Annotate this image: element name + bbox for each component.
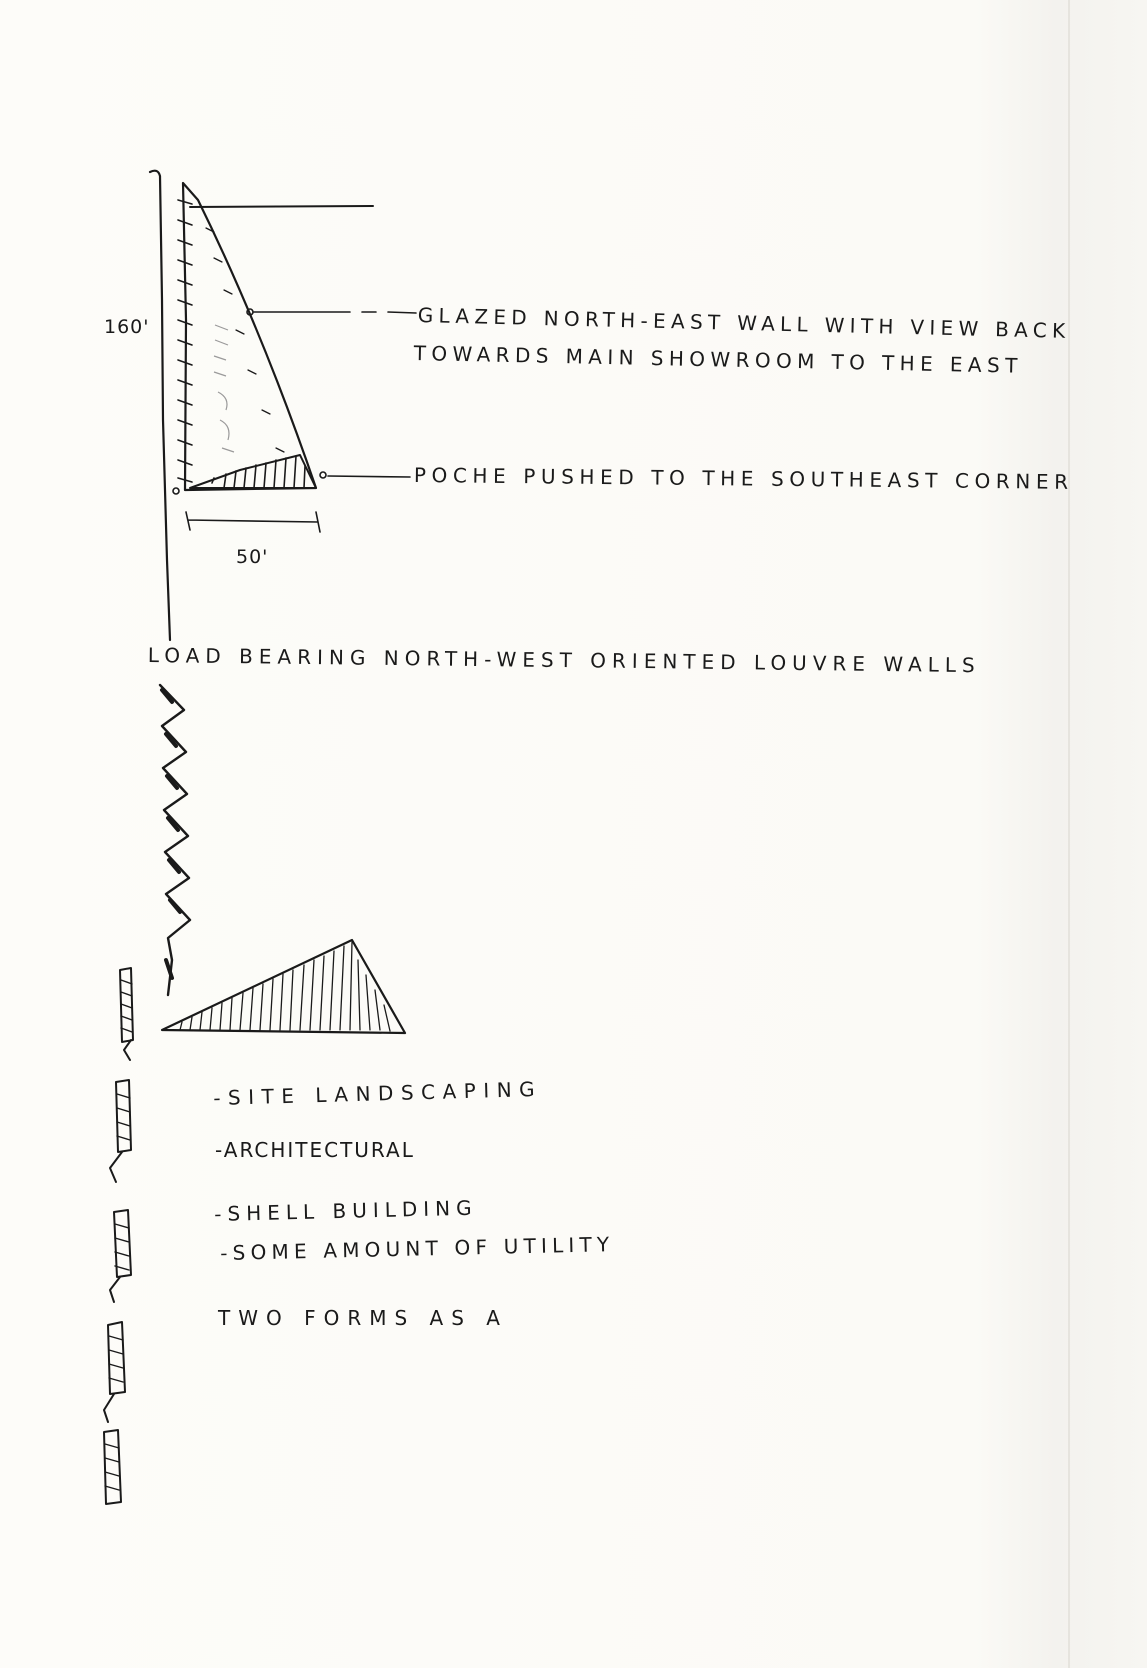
width-dimension-label: 50' — [236, 546, 269, 568]
dim-50 — [186, 512, 320, 532]
poche-hatch — [212, 456, 305, 488]
hatched-wall-segments — [104, 968, 133, 1504]
note-shell-building: -SHELL BUILDING — [213, 1195, 478, 1226]
leader-poche — [328, 476, 410, 477]
glazed-wall-note-line2: TOWARDS MAIN SHOWROOM TO THE EAST — [413, 341, 1023, 378]
triangle-plan — [183, 183, 316, 490]
corner-point-b — [320, 472, 326, 478]
closing-note: TWO FORMS AS A — [218, 1306, 508, 1330]
note-architectural: -ARCHITECTURAL — [215, 1138, 415, 1162]
poche-outline — [190, 455, 316, 488]
glazing-ticks — [206, 228, 284, 452]
wedge-form — [162, 940, 405, 1033]
top-line — [190, 206, 373, 207]
wedge-hatch — [180, 942, 390, 1031]
height-dimension-label: 160' — [104, 316, 150, 338]
site-line — [150, 171, 170, 640]
load-bearing-note: LOAD BEARING NORTH-WEST ORIENTED LOUVRE WALLS — [147, 643, 981, 678]
note-utility: -SOME AMOUNT OF UTILITY — [219, 1232, 615, 1265]
pencil-marks — [214, 325, 234, 452]
glazed-wall-note-line1: GLAZED NORTH-EAST WALL WITH VIEW BACK — [417, 303, 1071, 343]
leader-glazed — [254, 312, 416, 313]
poche-note: POCHE PUSHED TO THE SOUTHEAST CORNER — [413, 463, 1074, 494]
note-site-landscaping: -SITE LANDSCAPING — [212, 1076, 543, 1110]
zigzag-wall — [160, 685, 190, 995]
